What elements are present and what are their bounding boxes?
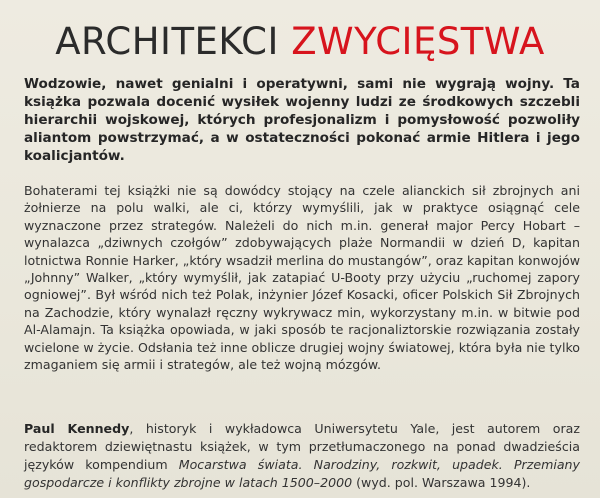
author-bio-paragraph [24,420,580,492]
author-bio-text: , historyk i wykładowca Uniwersytetu Yale, jest autorem oraz redaktorem dziewiętnastu książek, w tym przetłumaczonego na ponad dwadzieścia języków kompendium [24,421,580,472]
title-part-red: ZWYCIĘSTWA [291,20,545,63]
book-title-heading [0,20,600,64]
author-name: Paul Kennedy [24,421,130,436]
author-book-title: Mocarstwa świata. Narodziny, rozkwit, upadek. Przemiany gospodarcze i konflikty zbrojne w latach 1500–2000 [24,457,580,490]
author-bio-edition: (wyd. pol. Warszawa 1994). [352,475,531,490]
description-paragraph: Bohaterami tej książki nie są dowódcy stojący na czele alianckich sił zbrojnych ani żołnierze na polu walki, ale ci, którzy wymyślili, jak w praktyce osiągnąć cele wyznaczone przez strategów. Należeli do nich m.in. generał major Percy Hobart – wynalazca „dziwnych czołgów” zdobywających plaże Normandii w dzień D, kapitan lotnictwa Ronnie Harker, „który wsadził merlina do mustangów”, oraz kapitan konwojów „Johnny” Walker, „który wymyślił, jak zatapiać U-Booty przy użyciu „ruchomej zapory ogniowej”. Był wśród nich też Polak, inżynier Józef Kosacki, oficer Polskich Sił Zbrojnych na Zachodzie, który wynalazł ręczny wykrywacz min, wykorzystany m.in. w bitwie pod Al-Alamajn. Ta książka opowiada, w jaki sposób te racjonaliztorskie rozwiązania zostały wcielone w życie. Odsłania też inne oblicze drugiej wojny światowej, która była nie tylko zmaganiem się armii i strategów, ale też wojną mózgów. [24,183,580,373]
title-part-dark: ARCHITEKCI [55,20,292,63]
lead-paragraph: Wodzowie, nawet genialni i operatywni, sami nie wygrają wojny. Ta książka pozwala docenić wysiłek wojenny ludzi ze środkowych szczebli hierarchii wojskowej, których profesjonalizm i pomysłowość pozwoliły aliantom powstrzymać, a w ostateczności pokonać armie Hitlera i jego koalicjantów. [24,76,580,164]
